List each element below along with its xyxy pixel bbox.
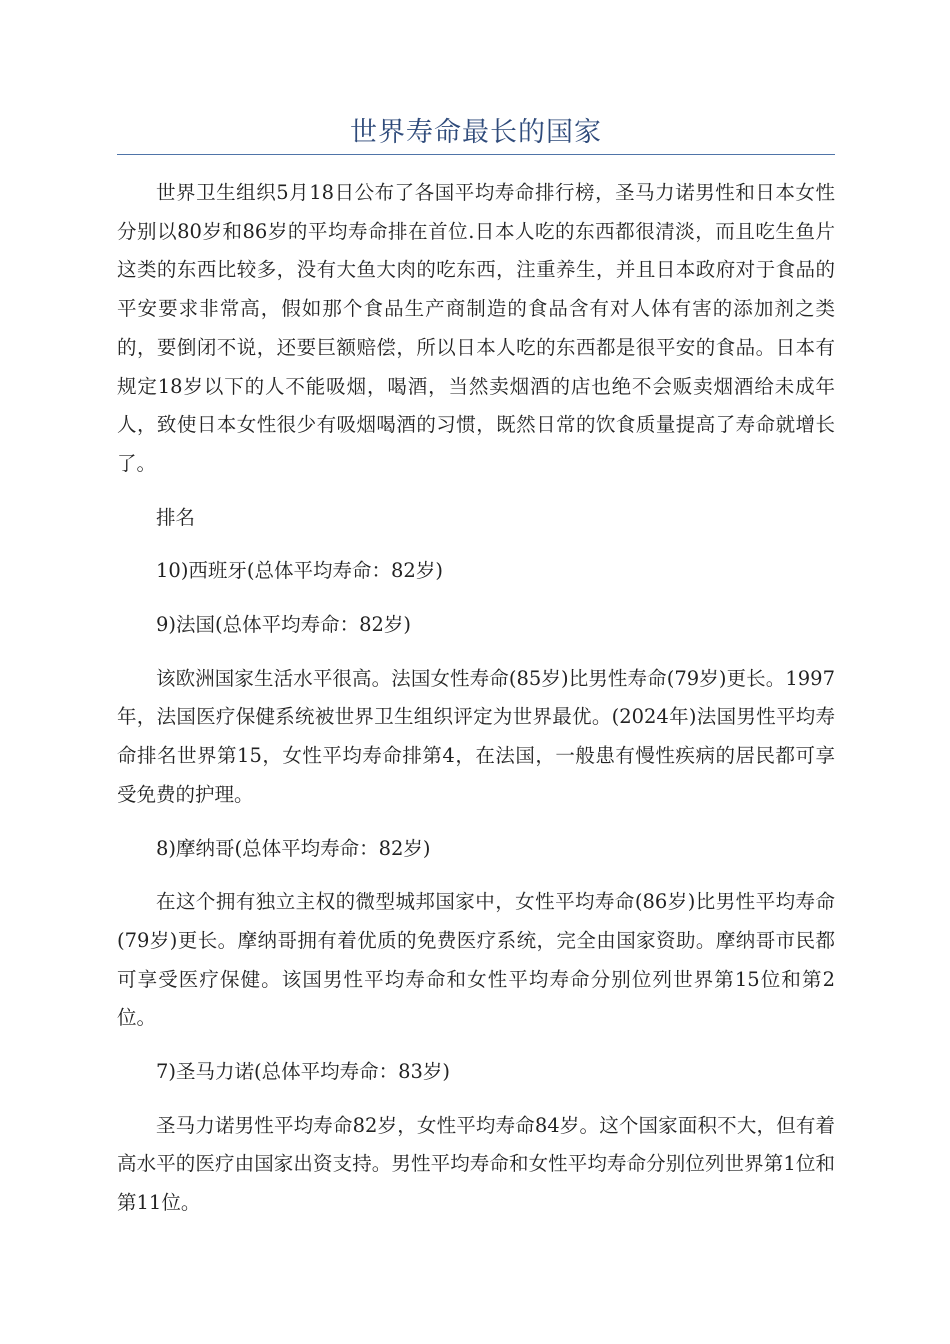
document-page <box>117 0 835 1223</box>
intro-paragraph: 世界卫生组织5月18日公布了各国平均寿命排行榜，圣马力诺男性和日本女性分别以80岁和86岁的平均寿命排在首位.日本人吃的东西都很清淡，而且吃生鱼片这类的东西比较多，没有大鱼大肉的吃东西，注重养生，并且日本政府对于食品的平安要求非常高，假如那个食品生产商制造的食品含有对人体有害的添加剂之类的，要倒闭不说，还要巨额赔偿，所以日本人吃的东西都是很平安的食品。日本有规定18岁以下的人不能吸烟，喝酒，当然卖烟酒的店也绝不会贩卖烟酒给未成年人，致使日本女性很少有吸烟喝酒的习惯，既然日常的饮食质量提高了寿命就增长了。 <box>117 181 835 475</box>
monaco-paragraph: 在这个拥有独立主权的微型城邦国家中，女性平均寿命(86岁)比男性平均寿命(79岁)更长。摩纳哥拥有着优质的免费医疗系统，完全由国家资助。摩纳哥市民都可享受医疗保健。该国男性平均寿命和女性平均寿命分别位列世界第15位和第2位。 <box>117 890 835 1030</box>
document-body <box>117 174 835 1223</box>
title-underline <box>117 154 835 155</box>
ranking-heading: 排名 <box>156 505 196 529</box>
document-title: 世界寿命最长的国家 <box>350 117 602 148</box>
france-paragraph: 该欧洲国家生活水平很高。法国女性寿命(85岁)比男性寿命(79岁)更长。1997年，法国医疗保健系统被世界卫生组织评定为世界最优。(2024年)法国男性平均寿命排名世界第15，女性平均寿命排第4，在法国，一般患有慢性疾病的居民都可享受免费的护理。 <box>117 666 835 806</box>
san-marino-paragraph: 圣马力诺男性平均寿命82岁，女性平均寿命84岁。这个国家面积不大，但有着高水平的医疗由国家出资支持。男性平均寿命和女性平均寿命分别位列世界第1位和第11位。 <box>117 1113 835 1215</box>
rank-7-heading: 7)圣马力诺(总体平均寿命：83岁) <box>156 1060 451 1084</box>
rank-8-heading: 8)摩纳哥(总体平均寿命：82岁) <box>156 836 431 860</box>
rank-9-heading: 9)法国(总体平均寿命：82岁) <box>156 613 412 637</box>
rank-10-heading: 10)西班牙(总体平均寿命：82岁) <box>156 559 443 583</box>
